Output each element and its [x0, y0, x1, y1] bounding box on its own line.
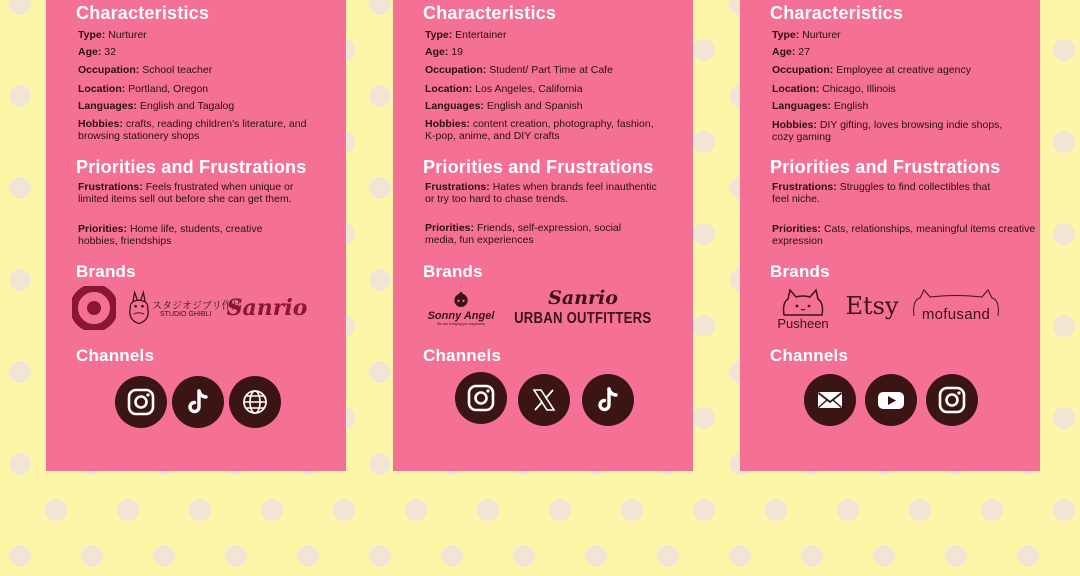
youtube-icon[interactable]: [865, 374, 917, 426]
priorities-frustrations-title: Priorities and Frustrations: [770, 157, 1001, 177]
persona-card-1: [46, 0, 346, 471]
hobbies-line: Hobbies: content creation, photography, fashion, K-pop, anime, and DIY crafts: [425, 118, 654, 142]
frustrations-line: Frustrations: Struggles to find collectibles that feel niche.: [772, 181, 991, 205]
age-line: Age: 19: [425, 46, 463, 58]
brands-title: Brands: [770, 262, 830, 281]
type-line: Type: Nurturer: [78, 29, 147, 41]
mail-icon[interactable]: [804, 374, 856, 426]
studio-ghibli-logo: スタジオジブリ作品 STUDIO GHIBLI: [126, 286, 220, 332]
brands-row: [417, 284, 687, 334]
age-line: Age: 32: [78, 46, 116, 58]
channels-row: [393, 372, 693, 428]
brands-row: [70, 284, 340, 334]
mofusand-logo: mofusand: [908, 286, 1004, 326]
priorities-line: Priorities: Home life, students, creative hobbies, friendships: [78, 223, 263, 247]
type-line: Type: Nurturer: [772, 29, 841, 41]
brands-title: Brands: [76, 262, 136, 281]
sanrio-logo: Sanrio: [226, 295, 308, 321]
instagram-icon[interactable]: [455, 372, 507, 424]
tiktok-icon[interactable]: [582, 374, 634, 426]
characteristics-title: Characteristics: [770, 3, 904, 23]
target-logo: [72, 286, 116, 330]
occupation-line: Occupation: School teacher: [78, 64, 213, 76]
hobbies-line: Hobbies: DIY gifting, loves browsing indie shops, cozy gaming: [772, 119, 1003, 143]
pusheen-logo: Pusheen: [768, 284, 838, 334]
languages-line: Languages: English and Tagalog: [78, 100, 235, 112]
etsy-logo: Etsy: [845, 292, 899, 320]
urban-outfitters-logo: URBAN OUTFITTERS: [514, 310, 652, 327]
brands-title: Brands: [423, 262, 483, 281]
x-icon[interactable]: [518, 374, 570, 426]
hobbies-line: Hobbies: crafts, reading children's literature, and browsing stationery shops: [78, 118, 307, 142]
channels-title: Channels: [770, 346, 849, 365]
sanrio-urban-outfitters-group: [514, 284, 652, 332]
age-line: Age: 27: [772, 46, 810, 58]
location-line: Location: Portland, Oregon: [78, 83, 209, 95]
frustrations-line: Frustrations: Hates when brands feel inauthentic or try too hard to chase trends.: [425, 181, 657, 205]
priorities-frustrations-title: Priorities and Frustrations: [76, 157, 307, 177]
brands-row: [764, 284, 1034, 334]
channels-title: Channels: [76, 346, 155, 365]
characteristics-title: Characteristics: [76, 3, 210, 23]
occupation-line: Occupation: Student/ Part Time at Cafe: [425, 64, 613, 76]
channels-row: [740, 372, 1040, 428]
priorities-line: Priorities: Friends, self-expression, social media, fun experiences: [425, 222, 622, 246]
instagram-icon[interactable]: [115, 376, 167, 428]
location-line: Location: Chicago, Illinois: [772, 83, 896, 95]
occupation-line: Occupation: Employee at creative agency: [772, 64, 972, 76]
globe-icon[interactable]: [229, 376, 281, 428]
sanrio-logo: Sanrio: [548, 287, 618, 309]
persona-card-2: [393, 0, 693, 471]
persona-card-3: [740, 0, 1040, 471]
languages-line: Languages: English: [772, 100, 869, 112]
type-line: Type: Entertainer: [425, 29, 507, 41]
characteristics-title: Characteristics: [423, 3, 557, 23]
frustrations-line: Frustrations: Feels frustrated when unique or limited items sell out before she can get them.: [78, 181, 294, 205]
languages-line: Languages: English and Spanish: [425, 100, 583, 112]
sonny-angel-logo: Sonny Angel We are bringing you happiness: [423, 284, 499, 332]
location-line: Location: Los Angeles, California: [425, 83, 583, 95]
channels-title: Channels: [423, 346, 502, 365]
priorities-frustrations-title: Priorities and Frustrations: [423, 157, 654, 177]
instagram-icon[interactable]: [926, 374, 978, 426]
priorities-line: Priorities: Cats, relationships, meaningful items creative expression: [772, 223, 1036, 247]
tiktok-icon[interactable]: [172, 376, 224, 428]
channels-row: [46, 372, 346, 428]
